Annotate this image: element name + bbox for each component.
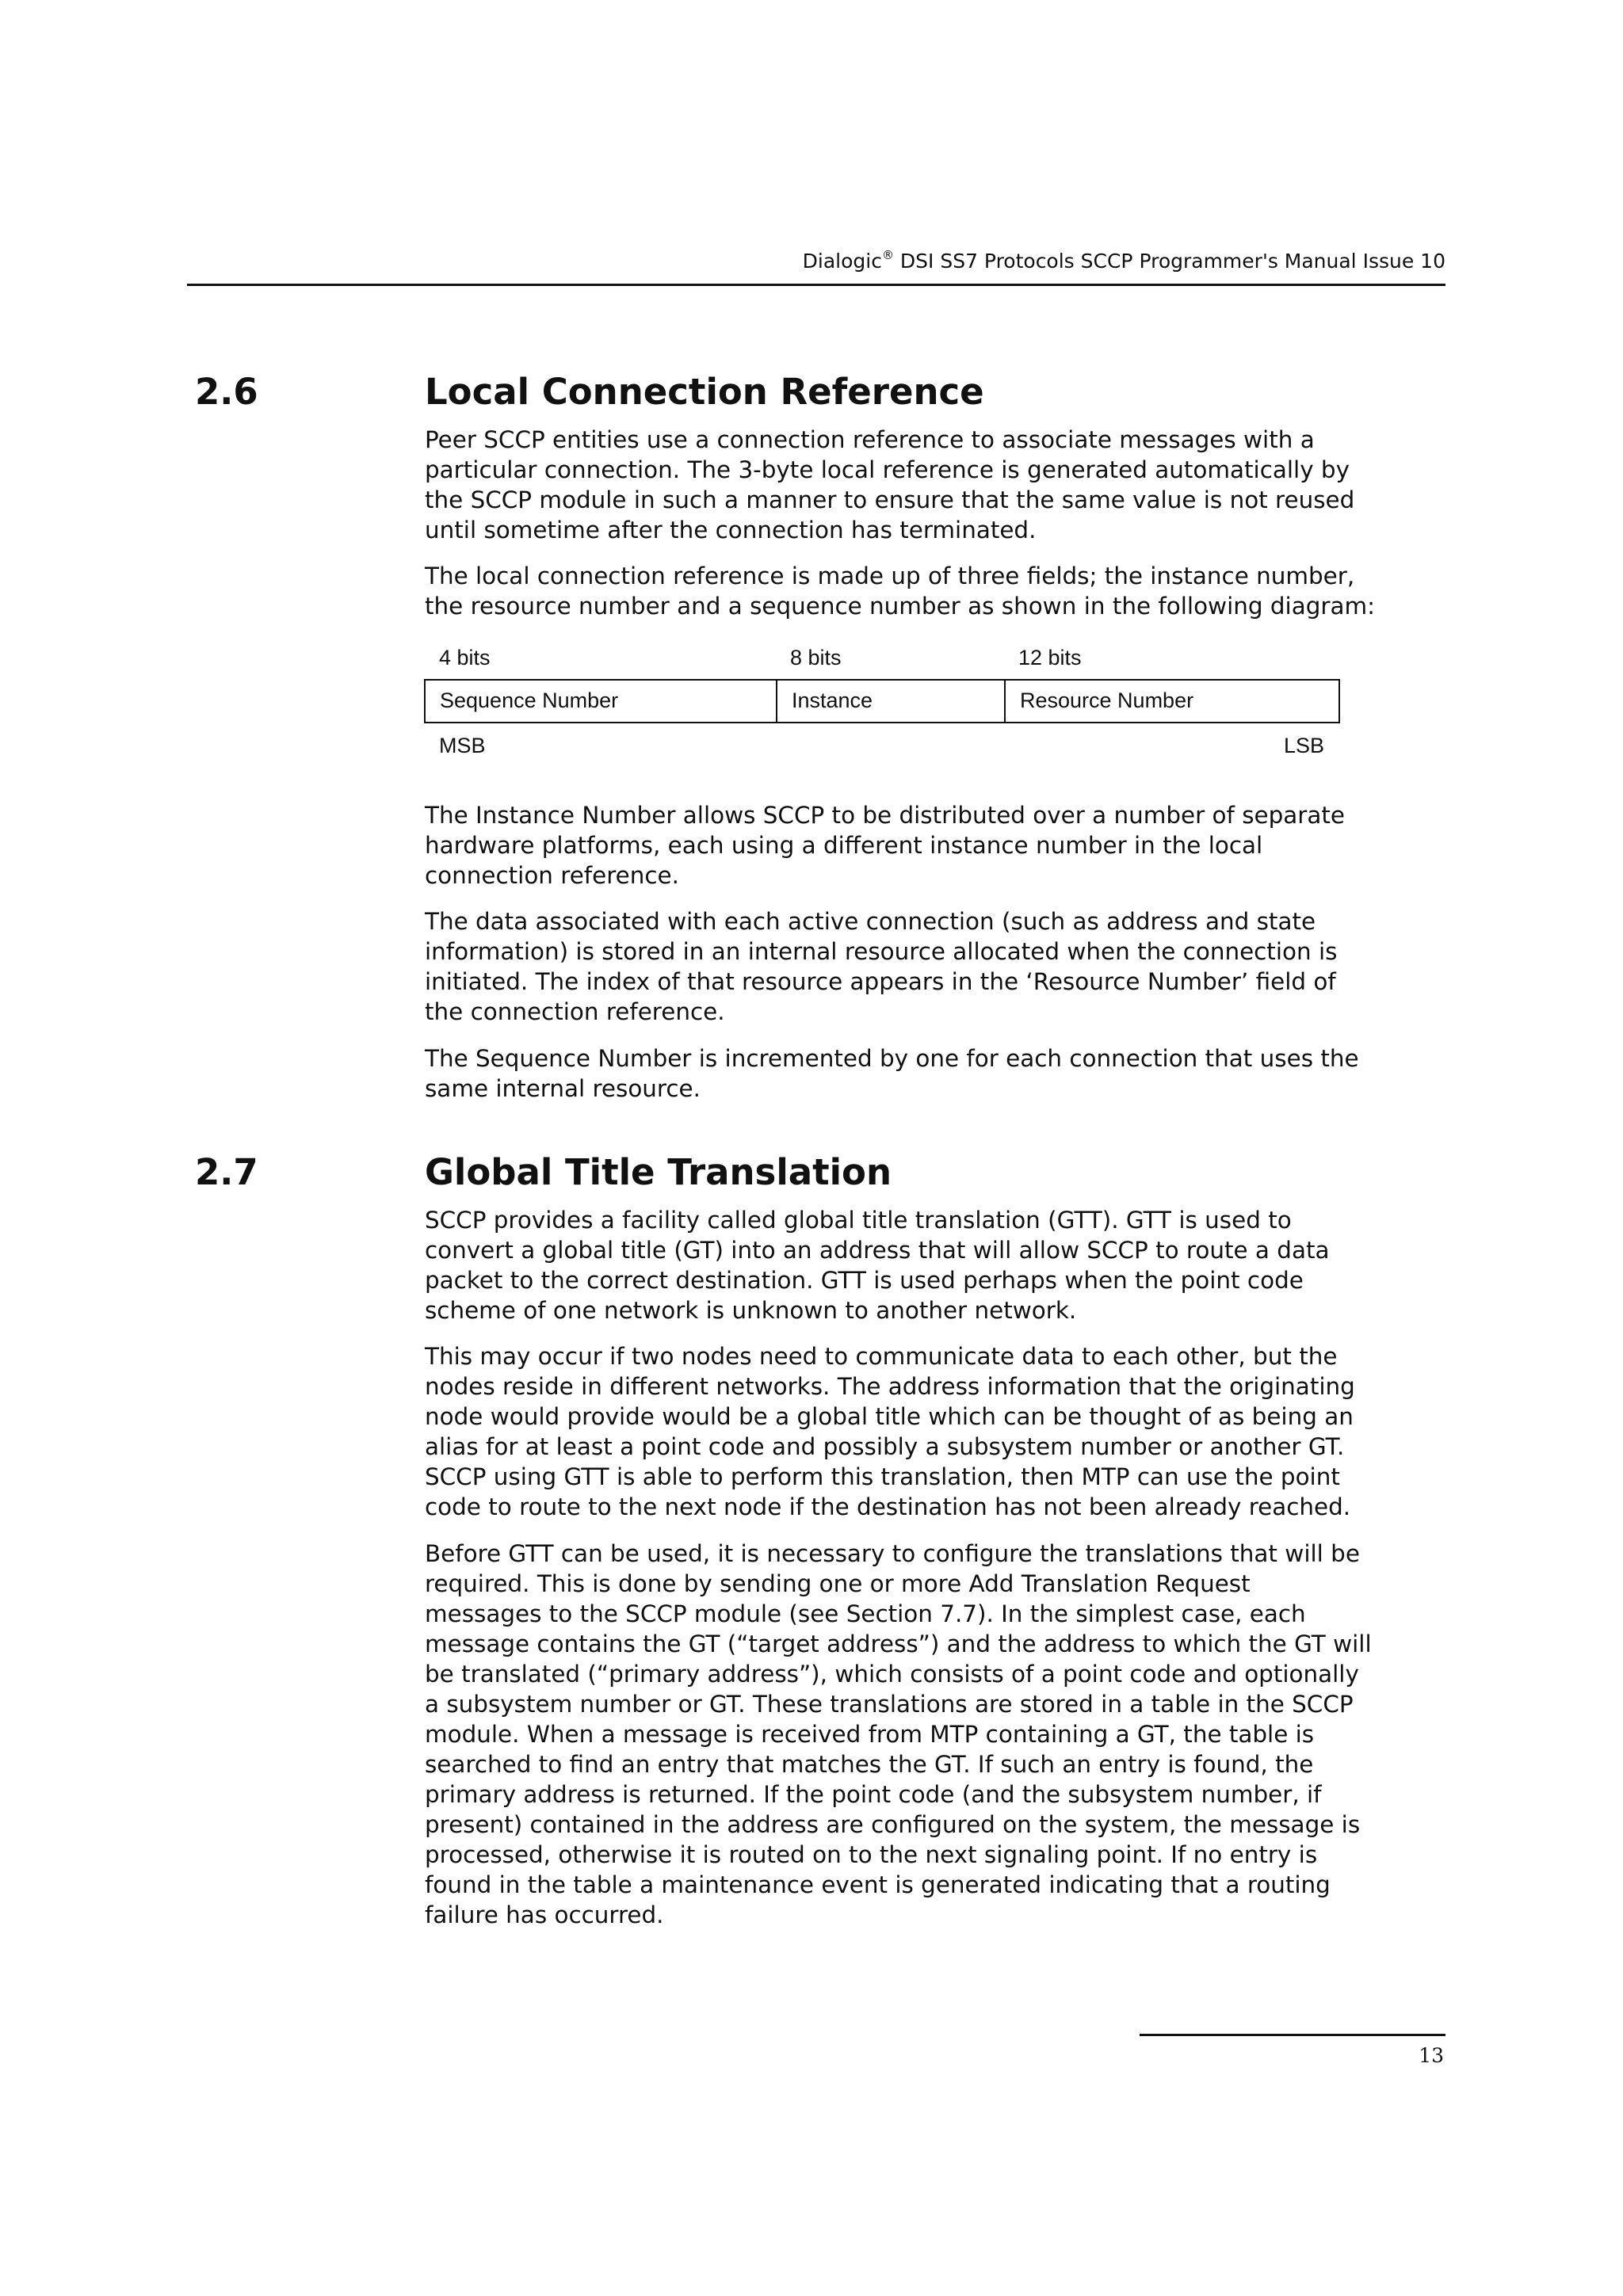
bit-width-label-instance: 8 bits <box>790 646 842 669</box>
section-2-6-title: Local Connection Reference <box>425 371 984 413</box>
section-2-7-title: Global Title Translation <box>425 1151 892 1193</box>
header-title: DSI SS7 Protocols SCCP Programmer's Manual Issue 10 <box>893 250 1445 273</box>
paragraph-2-6-4: The data associated with each active connection (such as address and state information) is stored in an internal resource allocated when the connection is initiated. The index of that resource appears in the ‘Resource Number’ field of the connection reference. <box>425 908 1338 1025</box>
paragraph-2-7-3: Before GTT can be used, it is necessary to configure the translations that will be required. This is done by sending one or more Add Translation Request messages to the SCCP module (see Section 7.7). In the simplest case, each message contains the GT (“target address”) and the address to which the GT will be translated (“primary address”), which consists of a point code and optionally a subsystem number or GT. These translations are stored in a table in the SCCP module. When a message is received from MTP containing a GT, the table is searched to find an entry that matches the GT. If such an entry is found, the primary address is returned. If the point code (and the subsystem number, if present) contained in the address are configured on the system, the message is processed, otherwise it is routed on to the next signaling point. If no entry is found in the table a maintenance event is generated indicating that a routing failure has occurred. <box>425 1540 1372 1928</box>
page-number: 13 <box>1419 2044 1444 2067</box>
field-resource-number: Resource Number <box>1004 681 1338 722</box>
paragraph-2-6-2: The local connection reference is made up of three fields; the instance number, the resource number and a sequence number as shown in the following diagram: <box>425 563 1375 620</box>
paragraph-2-6-5: The Sequence Number is incremented by one for each connection that uses the same internal resource. <box>425 1045 1359 1102</box>
header-brand: Dialogic <box>802 250 882 273</box>
lsb-label: LSB <box>1284 734 1325 757</box>
footer-rule <box>1140 2034 1445 2036</box>
registered-mark: ® <box>881 248 894 262</box>
bit-width-label-resource: 12 bits <box>1018 646 1082 669</box>
field-sequence-number: Sequence Number <box>440 688 619 712</box>
running-header <box>187 247 1445 276</box>
field-layout-box <box>424 679 1340 723</box>
paragraph-2-6-3: The Instance Number allows SCCP to be distributed over a number of separate hardware platforms, each using a different instance number in the local connection reference. <box>425 802 1345 889</box>
field-instance: Instance <box>776 681 1004 722</box>
header-rule <box>187 284 1445 286</box>
section-2-7-number: 2.7 <box>195 1151 258 1193</box>
bit-width-label-sequence: 4 bits <box>439 646 491 669</box>
paragraph-2-6-1: Peer SCCP entities use a connection reference to associate messages with a particular connection. The 3-byte local reference is generated automatically by the SCCP module in such a manner to ensure that the same value is not reused until sometime after the connection has terminated. <box>425 426 1355 543</box>
paragraph-2-7-2: This may occur if two nodes need to communicate data to each other, but the nodes reside in different networks. The address information that the originating node would provide would be a global title which can be thought of as being an alias for at least a point code and possibly a subsystem number or another GT. SCCP using GTT is able to perform this translation, then MTP can use the point code to route to the next node if the destination has not been already reached. <box>425 1343 1355 1520</box>
section-2-6-number: 2.6 <box>195 371 258 413</box>
msb-label: MSB <box>439 734 486 757</box>
paragraph-2-7-1: SCCP provides a facility called global title translation (GTT). GTT is used to convert a global title (GT) into an address that will allow SCCP to route a data packet to the correct destination. GTT is used perhaps when the point code scheme of one network is unknown to another network. <box>425 1207 1330 1324</box>
